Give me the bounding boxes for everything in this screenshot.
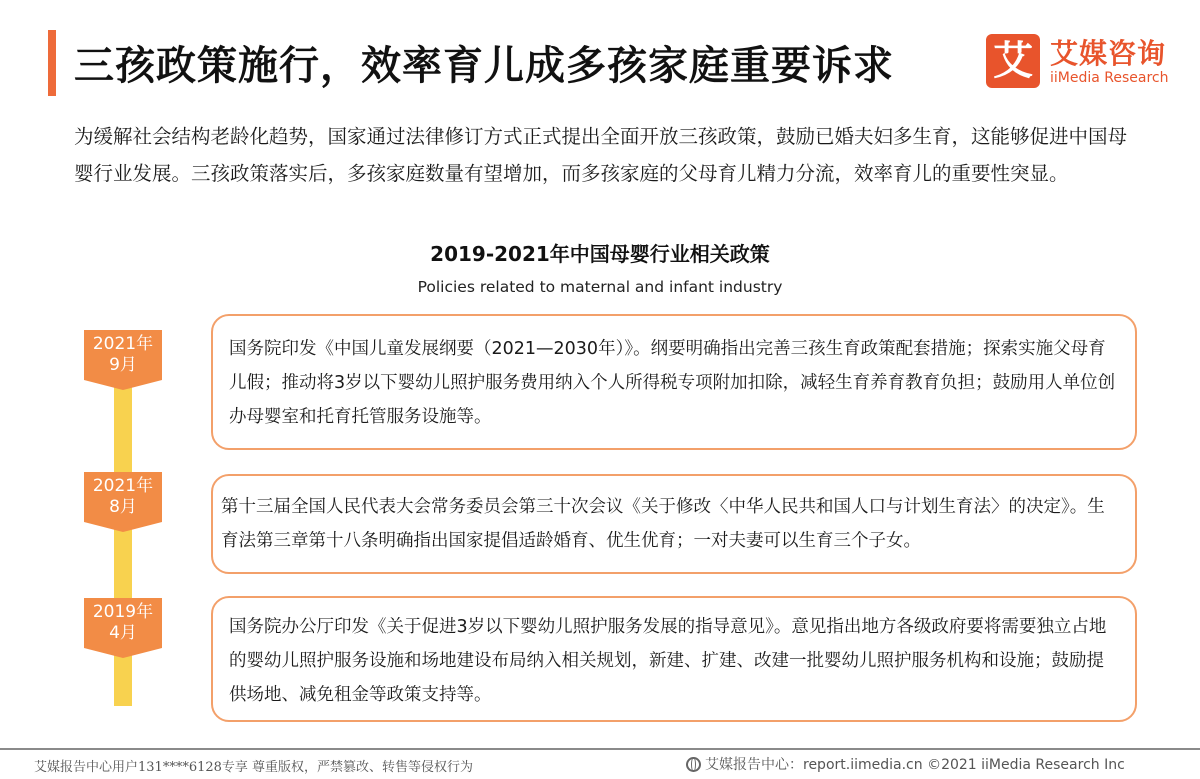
timeline-title: 2019-2021年中国母婴行业相关政策 [430,242,770,266]
title-accent-bar [48,30,56,96]
iimedia-logo [986,32,1186,92]
policy-card [211,474,1137,574]
date-badge-2019-04 [84,598,162,648]
date-badge-2021-09 [84,330,162,380]
policy-text: 第十三届全国人民代表大会常务委员会第三十次会议《关于修改〈中华人民共和国人口与计划生育法〉的决定》。生育法第三章第十八条明确指出国家提倡适龄婚育、优生优育；一对夫妻可以生育三个子女。 [221,497,1105,551]
date-badge-year: 2021年 [92,334,154,354]
footer-source [686,754,1125,774]
date-badge-year: 2019年 [92,602,154,622]
footer-copyright-notice: 艾媒报告中心用户131****6128专享 尊重版权，严禁篡改、转售等侵权行为 [34,760,474,775]
policy-text: 国务院办公厅印发《关于促进3岁以下婴幼儿照护服务发展的指导意见》。意见指出地方各级政府要将需要独立占地的婴幼儿照护服务设施和场地建设布局纳入相关规划，新建、扩建、改建一批婴幼儿照护服务机构和设施；鼓励提供场地、减免租金等政策支持等。 [229,617,1107,705]
logo-english-name: iiMedia Research [1050,70,1169,86]
policy-card [211,314,1137,450]
footer-divider [0,748,1200,750]
policy-text: 国务院印发《中国儿童发展纲要（2021—2030年）》。纲要明确指出完善三孩生育政策配套措施；探索实施父母育儿假；推动将3岁以下婴幼儿照护服务费用纳入个人所得税专项附加扣除，减轻生育养育教育负担；鼓励用人单位创办母婴室和托育托管服务设施等。 [229,339,1116,427]
date-badge-month: 4月 [109,623,137,643]
date-badge-month: 9月 [109,355,137,375]
logo-chinese-name: 艾媒咨询 [1050,37,1167,70]
date-badge-2021-08 [84,472,162,522]
intro-paragraph: 为缓解社会结构老龄化趋势，国家通过法律修订方式正式提出全面开放三孩政策，鼓励已婚夫妇多生育，这能够促进中国母婴行业发展。三孩政策落实后，多孩家庭数量有望增加，而多孩家庭的父母育儿精力分流，效率育儿的重要性突显。 [74,125,1128,185]
policy-card [211,596,1137,722]
date-badge-year: 2021年 [92,476,154,496]
logo-mark-icon: 艾 [986,34,1040,88]
globe-icon [686,757,701,772]
timeline-subtitle: Policies related to maternal and infant industry [417,278,783,296]
date-badge-month: 8月 [109,497,137,517]
page-title: 三孩政策施行，效率育儿成多孩家庭重要诉求 [74,43,894,89]
footer-source-text: 艾媒报告中心：report.iimedia.cn ©2021 iiMedia Research Inc [705,757,1125,773]
